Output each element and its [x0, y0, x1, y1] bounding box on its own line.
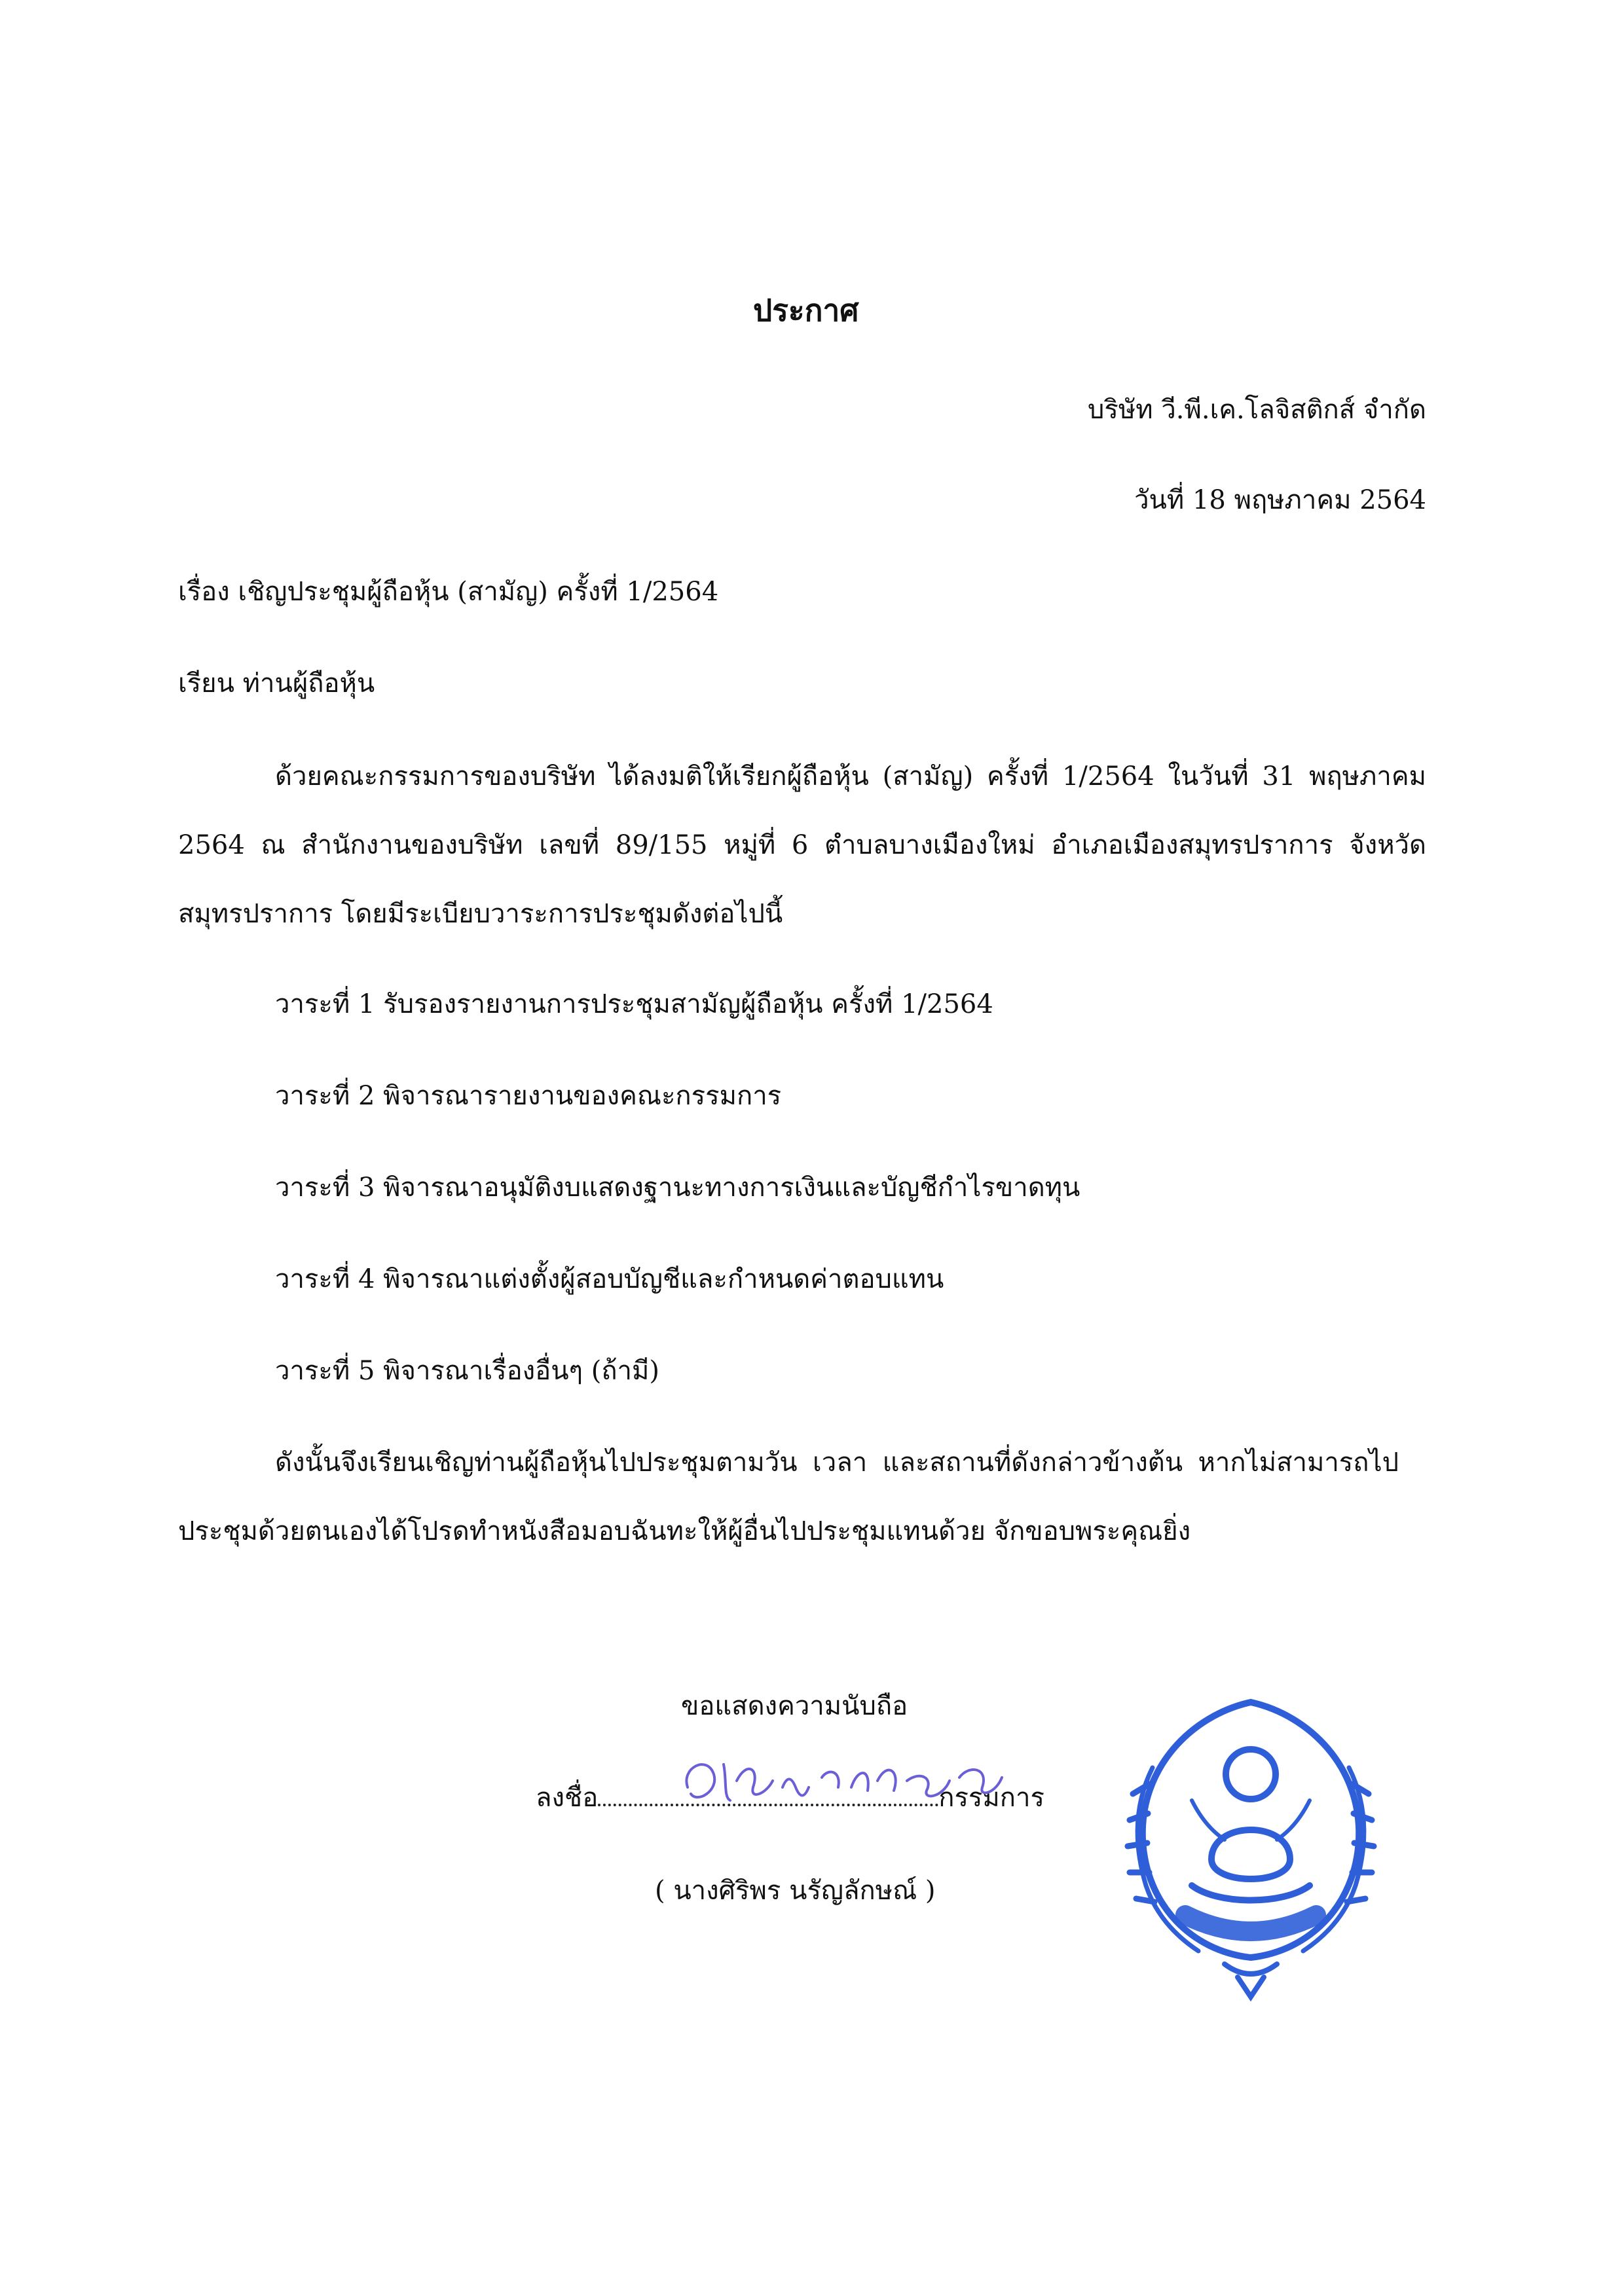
paragraph2-line1: ดังนั้นจึงเรียนเชิญท่านผู้ถือหุ้นไปประชุมตามวัน เวลา และสถานที่ดังกล่าวข้างต้น หากไม่สามารถไป	[275, 1448, 1399, 1478]
agenda-item-4: วาระที่ 4 พิจารณาแต่งตั้งผู้สอบบัญชีและกำหนดค่าตอบแทน	[275, 1264, 944, 1294]
agenda-item-5: วาระที่ 5 พิจารณาเรื่องอื่นๆ (ถ้ามี)	[275, 1356, 659, 1386]
paragraph1-line2: 2564 ณ สำนักงานของบริษัท เลขที่ 89/155 หมู่ที่ 6 ตำบลบางเมืองใหม่ อำเภอเมืองสมุทรปราการ จังหวัด	[178, 830, 1426, 860]
agenda-item-3: วาระที่ 3 พิจารณาอนุมัติงบแสดงฐานะทางการเงินและบัญชีกำไรขาดทุน	[275, 1173, 1080, 1203]
agenda-item-2: วาระที่ 2 พิจารณารายงานของคณะกรรมการ	[275, 1081, 782, 1111]
sign-prefix: ลงชื่อ	[536, 1783, 599, 1813]
handwritten-signature	[661, 1741, 1028, 1820]
document-title: ประกาศ	[753, 293, 859, 328]
salutation-line: เรียน ท่านผู้ถือหุ้น	[178, 668, 375, 699]
document-date: วันที่ 18 พฤษภาคม 2564	[1134, 485, 1426, 515]
company-seal-image	[1113, 1689, 1388, 2003]
agenda-item-1: วาระที่ 1 รับรองรายงานการประชุมสามัญผู้ถือหุ้น ครั้งที่ 1/2564	[275, 989, 993, 1019]
closing-phrase: ขอแสดงความนับถือ	[681, 1691, 908, 1721]
paragraph1-line1: ด้วยคณะกรรมการของบริษัท ได้ลงมติให้เรียกผู้ถือหุ้น (สามัญ) ครั้งที่ 1/2564 ในวันที่ 31 พฤษภาคม	[275, 761, 1426, 792]
paragraph2-line2: ประชุมด้วยตนเองได้โปรดทำหนังสือมอบฉันทะให้ผู้อื่นไปประชุมแทนด้วย จักขอบพระคุณยิ่ง	[178, 1516, 1191, 1546]
subject-line: เรื่อง เชิญประชุมผู้ถือหุ้น (สามัญ) ครั้งที่ 1/2564	[178, 577, 719, 607]
paragraph1-line3: สมุทรปราการ โดยมีระเบียบวาระการประชุมดังต่อไปนี้	[178, 899, 783, 929]
sign-role: กรรมการ	[938, 1783, 1044, 1813]
signer-name: ( นางศิริพร นรัญลักษณ์ )	[655, 1876, 936, 1906]
company-name: บริษัท วี.พี.เค.โลจิสติกส์ จำกัด	[1088, 395, 1426, 425]
